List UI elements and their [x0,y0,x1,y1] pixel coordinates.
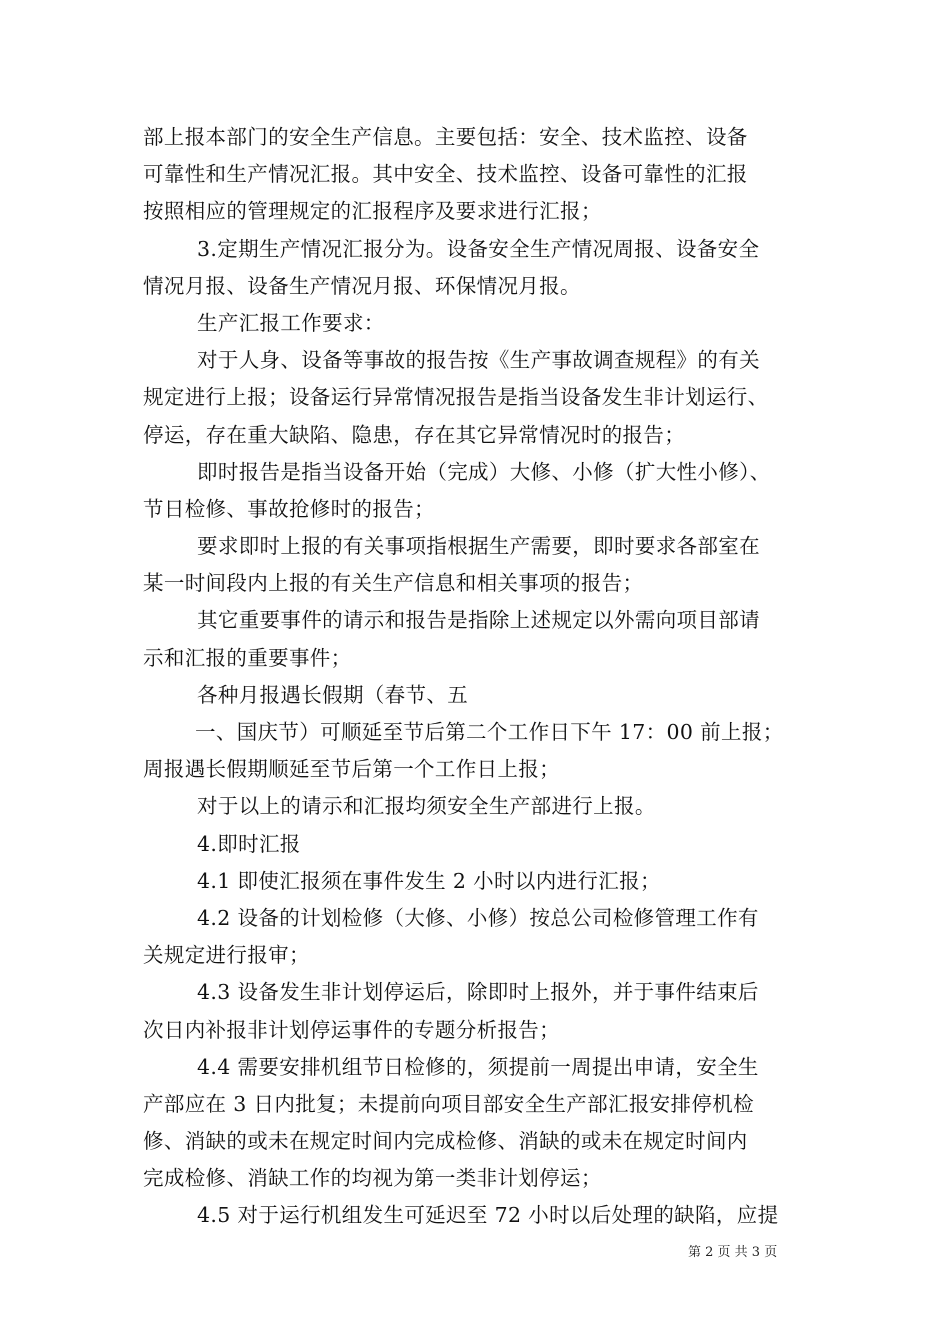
text-line: 对于以上的请示和汇报均须安全生产部进行上报。 [197,794,656,819]
text-line: 示和汇报的重要事件； [143,645,352,670]
page-number: 第 2 页 共 3 页 [688,1245,778,1260]
text-line: 某一时间段内上报的有关生产信息和相关事项的报告； [143,571,644,596]
text-line: 停运，存在重大缺陷、隐患，存在其它异常情况时的报告； [143,422,686,447]
text-line: 要求即时上报的有关事项指根据生产需要，即时要求各部室在 [197,534,760,559]
text-line: 可靠性和生产情况汇报。其中安全、技术监控、设备可靠性的汇报 [143,162,748,187]
section-heading: 4.即时汇报 [197,831,301,856]
text-line: 4.1 即使汇报须在事件发生 2 小时以内进行汇报； [197,868,661,893]
text-line: 即时报告是指当设备开始（完成）大修、小修（扩大性小修）、 [197,459,771,484]
document-body [143,119,833,1235]
text-line: 一、国庆节）可顺延至节后第二个工作日下午 17：00 前上报； [195,720,784,744]
text-line: 节日检修、事故抢修时的报告； [143,496,435,521]
section-heading: 生产汇报工作要求： [197,310,385,335]
text-line: 其它重要事件的请示和报告是指除上述规定以外需向项目部请 [197,608,760,633]
text-line: 关规定进行报审； [143,943,310,968]
text-line: 修、消缺的或未在规定时间内完成检修、消缺的或未在规定时间内 [143,1129,748,1154]
text-line: 对于人身、设备等事故的报告按《生产事故调查规程》的有关 [197,348,760,373]
text-line: 次日内补报非计划停运事件的专题分析报告； [143,1017,560,1042]
text-line: 规定进行上报；设备运行异常情况报告是指当设备发生非计划运行、 [143,385,769,410]
text-line: 情况月报、设备生产情况月报、环保情况月报。 [143,273,581,298]
text-line: 4.4 需要安排机组节日检修的，须提前一周提出申请，安全生 [197,1054,759,1079]
text-line: 周报遇长假期顺延至节后第一个工作日上报； [143,757,560,782]
text-line: 按照相应的管理规定的汇报程序及要求进行汇报； [143,199,602,224]
text-line: 各种月报遇长假期（春节、五 [197,682,469,707]
text-line: 部上报本部门的安全生产信息。主要包括：安全、技术监控、设备 [143,125,748,149]
text-line: 3.定期生产情况汇报分为。设备安全生产情况周报、设备安全 [197,236,760,261]
text-line: 4.5 对于运行机组发生可延迟至 72 小时以后处理的缺陷，应提 [197,1203,779,1228]
text-line: 4.2 设备的计划检修（大修、小修）按总公司检修管理工作有 [197,905,759,930]
text-line: 产部应在 3 日内批复；未提前向项目部安全生产部汇报安排停机检 [143,1091,754,1116]
text-line: 4.3 设备发生非计划停运后，除即时上报外，并于事件结束后 [197,980,759,1005]
text-line: 完成检修、消缺工作的均视为第一类非计划停运； [143,1166,602,1191]
